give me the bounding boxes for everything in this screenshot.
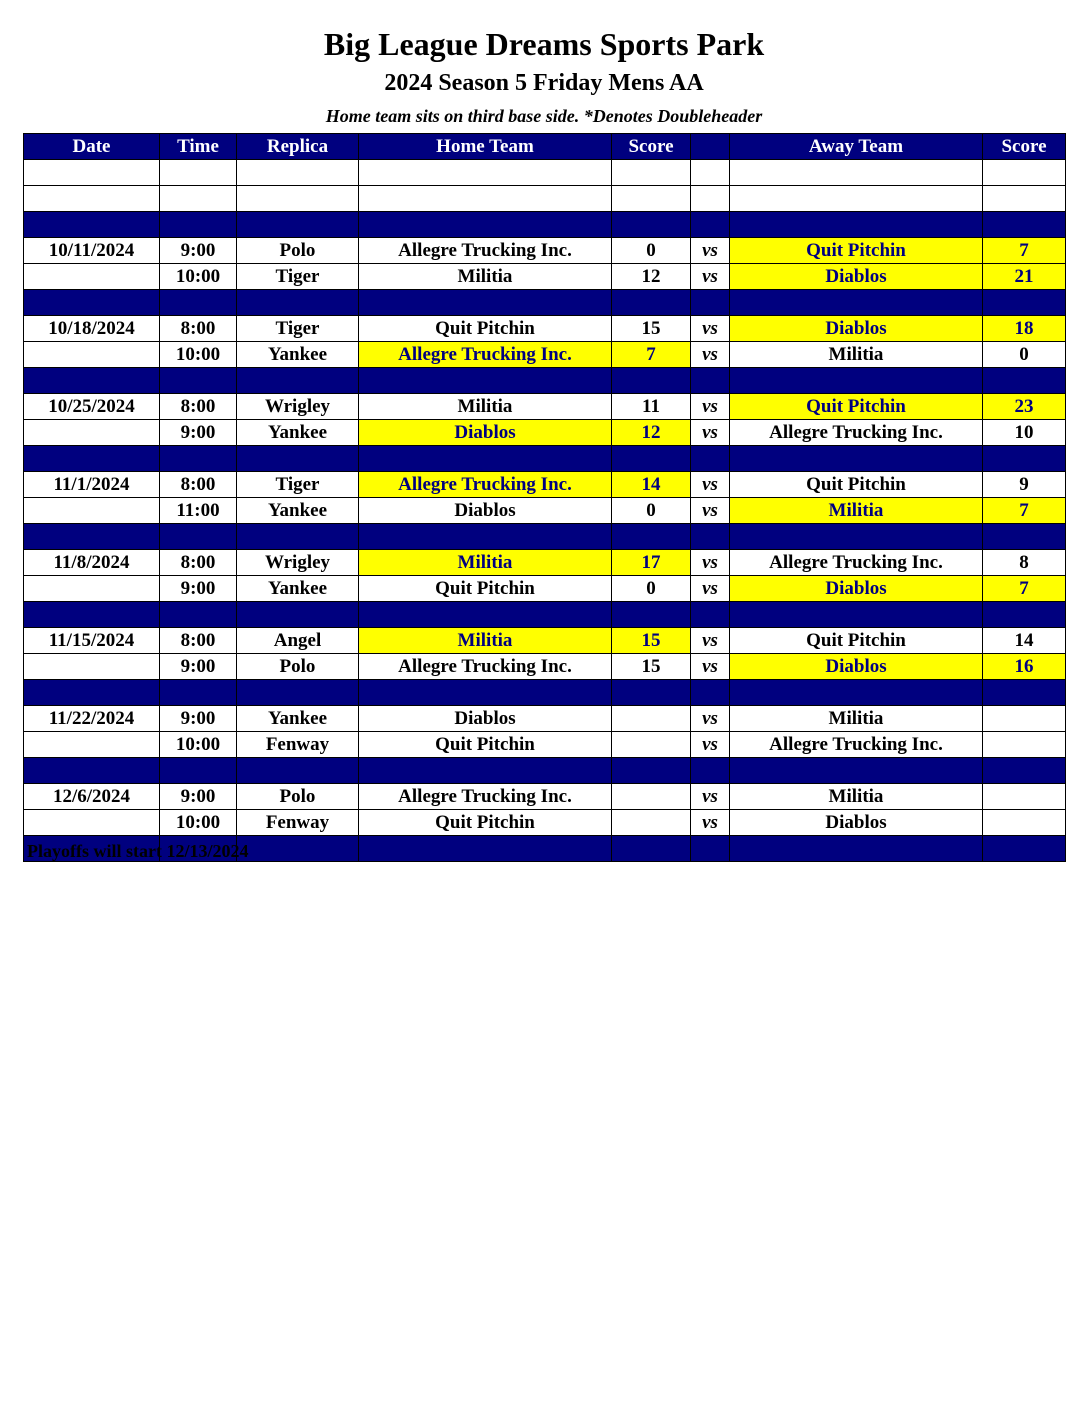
home-score-cell bbox=[612, 602, 691, 628]
time-cell bbox=[160, 186, 237, 212]
away-team-cell bbox=[730, 368, 983, 394]
date-cell: 10/18/2024 bbox=[24, 316, 160, 342]
home-score-cell: 12 bbox=[612, 264, 691, 290]
home-team-cell: Militia bbox=[359, 394, 612, 420]
home-score-cell bbox=[612, 160, 691, 186]
date-cell: 10/25/2024 bbox=[24, 394, 160, 420]
away-team-cell bbox=[730, 602, 983, 628]
home-score-cell: 0 bbox=[612, 498, 691, 524]
away-team-cell: Allegre Trucking Inc. bbox=[730, 420, 983, 446]
vs-cell: vs bbox=[691, 576, 730, 602]
home-score-cell bbox=[612, 706, 691, 732]
game-row bbox=[24, 576, 1066, 602]
game-row bbox=[24, 550, 1066, 576]
date-cell bbox=[24, 160, 160, 186]
vs-cell: vs bbox=[691, 706, 730, 732]
away-score-cell: 7 bbox=[983, 576, 1066, 602]
home-score-cell bbox=[612, 810, 691, 836]
away-score-cell bbox=[983, 810, 1066, 836]
replica-cell bbox=[237, 368, 359, 394]
away-team-cell bbox=[730, 680, 983, 706]
time-cell bbox=[160, 524, 237, 550]
away-score-cell: 18 bbox=[983, 316, 1066, 342]
home-score-cell bbox=[612, 290, 691, 316]
away-team-cell bbox=[730, 160, 983, 186]
replica-cell bbox=[237, 680, 359, 706]
date-cell bbox=[24, 498, 160, 524]
schedule-body bbox=[24, 160, 1066, 862]
away-score-cell bbox=[983, 836, 1066, 862]
away-score-cell bbox=[983, 758, 1066, 784]
away-team-cell bbox=[730, 446, 983, 472]
away-score-cell: 16 bbox=[983, 654, 1066, 680]
home-score-cell bbox=[612, 186, 691, 212]
away-team-cell: Militia bbox=[730, 706, 983, 732]
home-team-cell: Allegre Trucking Inc. bbox=[359, 654, 612, 680]
vs-cell: vs bbox=[691, 264, 730, 290]
separator-row bbox=[24, 290, 1066, 316]
vs-cell bbox=[691, 290, 730, 316]
game-row bbox=[24, 654, 1066, 680]
date-cell bbox=[24, 446, 160, 472]
time-cell: 10:00 bbox=[160, 342, 237, 368]
separator-row bbox=[24, 368, 1066, 394]
date-cell: 10/11/2024 bbox=[24, 238, 160, 264]
away-score-cell bbox=[983, 212, 1066, 238]
away-score-cell: 0 bbox=[983, 342, 1066, 368]
time-cell: 8:00 bbox=[160, 628, 237, 654]
replica-cell: Tiger bbox=[237, 316, 359, 342]
vs-cell: vs bbox=[691, 498, 730, 524]
separator-row bbox=[24, 680, 1066, 706]
time-cell bbox=[160, 680, 237, 706]
replica-cell: Wrigley bbox=[237, 550, 359, 576]
date-cell bbox=[24, 680, 160, 706]
home-team-cell: Diablos bbox=[359, 498, 612, 524]
home-team-cell: Militia bbox=[359, 264, 612, 290]
away-team-cell bbox=[730, 524, 983, 550]
vs-cell: vs bbox=[691, 810, 730, 836]
table-header-row bbox=[24, 134, 1066, 160]
replica-cell: Angel bbox=[237, 628, 359, 654]
date-cell bbox=[24, 654, 160, 680]
home-team-cell: Allegre Trucking Inc. bbox=[359, 342, 612, 368]
col-header-date: Date bbox=[24, 134, 160, 160]
schedule-table bbox=[23, 133, 1066, 862]
time-cell bbox=[160, 368, 237, 394]
away-team-cell: Militia bbox=[730, 498, 983, 524]
date-cell bbox=[24, 186, 160, 212]
date-cell bbox=[24, 602, 160, 628]
replica-cell bbox=[237, 602, 359, 628]
replica-cell: Yankee bbox=[237, 342, 359, 368]
date-cell bbox=[24, 732, 160, 758]
away-team-cell: Quit Pitchin bbox=[730, 472, 983, 498]
vs-cell bbox=[691, 160, 730, 186]
away-team-cell: Allegre Trucking Inc. bbox=[730, 550, 983, 576]
away-score-cell bbox=[983, 368, 1066, 394]
separator-row bbox=[24, 524, 1066, 550]
home-score-cell bbox=[612, 836, 691, 862]
away-score-cell bbox=[983, 290, 1066, 316]
date-cell: 12/6/2024 bbox=[24, 784, 160, 810]
replica-cell bbox=[237, 186, 359, 212]
away-score-cell: 7 bbox=[983, 238, 1066, 264]
time-cell: 9:00 bbox=[160, 706, 237, 732]
vs-cell: vs bbox=[691, 238, 730, 264]
date-cell bbox=[24, 420, 160, 446]
time-cell bbox=[160, 758, 237, 784]
vs-cell: vs bbox=[691, 394, 730, 420]
time-cell bbox=[160, 446, 237, 472]
replica-cell bbox=[237, 758, 359, 784]
home-team-cell bbox=[359, 758, 612, 784]
home-score-cell bbox=[612, 446, 691, 472]
vs-cell: vs bbox=[691, 342, 730, 368]
game-row bbox=[24, 732, 1066, 758]
blank-row bbox=[24, 160, 1066, 186]
home-score-cell bbox=[612, 784, 691, 810]
col-header-time: Time bbox=[160, 134, 237, 160]
replica-cell: Fenway bbox=[237, 810, 359, 836]
vs-cell: vs bbox=[691, 654, 730, 680]
home-score-cell bbox=[612, 212, 691, 238]
time-cell: 9:00 bbox=[160, 420, 237, 446]
home-team-cell: Diablos bbox=[359, 420, 612, 446]
vs-cell bbox=[691, 680, 730, 706]
date-cell bbox=[24, 264, 160, 290]
home-team-cell: Quit Pitchin bbox=[359, 576, 612, 602]
time-cell: 11:00 bbox=[160, 498, 237, 524]
replica-cell bbox=[237, 290, 359, 316]
away-team-cell: Allegre Trucking Inc. bbox=[730, 732, 983, 758]
time-cell: 8:00 bbox=[160, 316, 237, 342]
date-cell bbox=[24, 758, 160, 784]
replica-cell bbox=[237, 446, 359, 472]
blank-row bbox=[24, 186, 1066, 212]
date-cell: 11/8/2024 bbox=[24, 550, 160, 576]
vs-cell: vs bbox=[691, 784, 730, 810]
home-score-cell bbox=[612, 758, 691, 784]
game-row bbox=[24, 706, 1066, 732]
away-score-cell bbox=[983, 706, 1066, 732]
replica-cell bbox=[237, 160, 359, 186]
time-cell: 9:00 bbox=[160, 576, 237, 602]
away-score-cell bbox=[983, 732, 1066, 758]
vs-cell bbox=[691, 836, 730, 862]
date-cell bbox=[24, 576, 160, 602]
home-score-cell: 15 bbox=[612, 316, 691, 342]
home-score-cell: 15 bbox=[612, 654, 691, 680]
replica-cell bbox=[237, 524, 359, 550]
away-team-cell bbox=[730, 836, 983, 862]
away-score-cell: 7 bbox=[983, 498, 1066, 524]
away-score-cell: 8 bbox=[983, 550, 1066, 576]
replica-cell bbox=[237, 836, 359, 862]
home-team-cell: Quit Pitchin bbox=[359, 732, 612, 758]
vs-cell: vs bbox=[691, 628, 730, 654]
game-row bbox=[24, 810, 1066, 836]
home-score-cell: 0 bbox=[612, 238, 691, 264]
time-cell: 9:00 bbox=[160, 238, 237, 264]
away-score-cell: 23 bbox=[983, 394, 1066, 420]
home-team-cell: Allegre Trucking Inc. bbox=[359, 784, 612, 810]
date-cell bbox=[24, 810, 160, 836]
time-cell: 10:00 bbox=[160, 732, 237, 758]
vs-cell bbox=[691, 446, 730, 472]
home-score-cell bbox=[612, 680, 691, 706]
page-title: Big League Dreams Sports Park bbox=[323, 26, 765, 62]
vs-cell: vs bbox=[691, 472, 730, 498]
vs-cell bbox=[691, 212, 730, 238]
col-header-home-score: Score bbox=[612, 134, 691, 160]
date-cell bbox=[24, 368, 160, 394]
away-score-cell bbox=[983, 784, 1066, 810]
home-team-cell bbox=[359, 446, 612, 472]
replica-cell: Wrigley bbox=[237, 394, 359, 420]
home-team-cell bbox=[359, 680, 612, 706]
away-team-cell: Militia bbox=[730, 784, 983, 810]
home-score-cell bbox=[612, 368, 691, 394]
game-row bbox=[24, 472, 1066, 498]
home-team-cell bbox=[359, 368, 612, 394]
away-score-cell: 9 bbox=[983, 472, 1066, 498]
time-cell: 9:00 bbox=[160, 654, 237, 680]
home-team-cell: Militia bbox=[359, 628, 612, 654]
away-team-cell: Diablos bbox=[730, 264, 983, 290]
schedule-note: Home team sits on third base side. *Denotes Doubleheader bbox=[325, 106, 763, 126]
replica-cell: Yankee bbox=[237, 498, 359, 524]
game-row bbox=[24, 784, 1066, 810]
separator-row bbox=[24, 602, 1066, 628]
playoffs-note: Playoffs will start 12/13/2024 bbox=[27, 841, 249, 861]
home-team-cell: Militia bbox=[359, 550, 612, 576]
away-score-cell bbox=[983, 446, 1066, 472]
home-team-cell bbox=[359, 602, 612, 628]
col-header-away-score: Score bbox=[983, 134, 1066, 160]
home-score-cell: 15 bbox=[612, 628, 691, 654]
time-cell bbox=[160, 160, 237, 186]
home-score-cell: 7 bbox=[612, 342, 691, 368]
home-team-cell bbox=[359, 524, 612, 550]
home-score-cell bbox=[612, 524, 691, 550]
game-row bbox=[24, 394, 1066, 420]
vs-cell: vs bbox=[691, 316, 730, 342]
away-team-cell: Quit Pitchin bbox=[730, 394, 983, 420]
game-row bbox=[24, 316, 1066, 342]
home-team-cell: Quit Pitchin bbox=[359, 810, 612, 836]
col-header-home-team: Home Team bbox=[359, 134, 612, 160]
vs-cell bbox=[691, 758, 730, 784]
separator-row bbox=[24, 212, 1066, 238]
date-cell bbox=[24, 524, 160, 550]
away-score-cell bbox=[983, 160, 1066, 186]
home-team-cell bbox=[359, 836, 612, 862]
home-score-cell: 12 bbox=[612, 420, 691, 446]
date-cell: 11/22/2024 bbox=[24, 706, 160, 732]
time-cell: 8:00 bbox=[160, 472, 237, 498]
home-score-cell: 11 bbox=[612, 394, 691, 420]
col-header-vs bbox=[691, 134, 730, 160]
vs-cell bbox=[691, 602, 730, 628]
vs-cell: vs bbox=[691, 420, 730, 446]
away-team-cell bbox=[730, 290, 983, 316]
away-score-cell: 21 bbox=[983, 264, 1066, 290]
replica-cell: Polo bbox=[237, 784, 359, 810]
time-cell bbox=[160, 212, 237, 238]
away-score-cell: 10 bbox=[983, 420, 1066, 446]
away-team-cell: Quit Pitchin bbox=[730, 628, 983, 654]
home-team-cell: Allegre Trucking Inc. bbox=[359, 472, 612, 498]
away-team-cell: Quit Pitchin bbox=[730, 238, 983, 264]
game-row bbox=[24, 498, 1066, 524]
home-team-cell bbox=[359, 212, 612, 238]
replica-cell: Polo bbox=[237, 654, 359, 680]
game-row bbox=[24, 238, 1066, 264]
away-team-cell: Diablos bbox=[730, 654, 983, 680]
date-cell bbox=[24, 212, 160, 238]
date-cell bbox=[24, 342, 160, 368]
away-team-cell bbox=[730, 758, 983, 784]
game-row bbox=[24, 264, 1066, 290]
home-score-cell bbox=[612, 732, 691, 758]
col-header-away-team: Away Team bbox=[730, 134, 983, 160]
away-score-cell bbox=[983, 186, 1066, 212]
time-cell bbox=[160, 290, 237, 316]
date-cell: 11/15/2024 bbox=[24, 628, 160, 654]
home-team-cell: Diablos bbox=[359, 706, 612, 732]
date-cell bbox=[24, 290, 160, 316]
vs-cell: vs bbox=[691, 550, 730, 576]
home-score-cell: 14 bbox=[612, 472, 691, 498]
home-team-cell bbox=[359, 160, 612, 186]
home-team-cell: Allegre Trucking Inc. bbox=[359, 238, 612, 264]
replica-cell: Fenway bbox=[237, 732, 359, 758]
away-score-cell bbox=[983, 680, 1066, 706]
date-cell: 11/1/2024 bbox=[24, 472, 160, 498]
vs-cell bbox=[691, 524, 730, 550]
time-cell: 10:00 bbox=[160, 264, 237, 290]
replica-cell: Tiger bbox=[237, 472, 359, 498]
time-cell: 10:00 bbox=[160, 810, 237, 836]
replica-cell: Yankee bbox=[237, 420, 359, 446]
vs-cell bbox=[691, 186, 730, 212]
time-cell: 8:00 bbox=[160, 394, 237, 420]
col-header-replica: Replica bbox=[237, 134, 359, 160]
replica-cell: Yankee bbox=[237, 706, 359, 732]
game-row bbox=[24, 420, 1066, 446]
separator-row bbox=[24, 758, 1066, 784]
page-subtitle: 2024 Season 5 Friday Mens AA bbox=[384, 70, 704, 96]
home-team-cell bbox=[359, 186, 612, 212]
away-team-cell: Diablos bbox=[730, 810, 983, 836]
time-cell bbox=[160, 602, 237, 628]
game-row bbox=[24, 628, 1066, 654]
vs-cell bbox=[691, 368, 730, 394]
away-score-cell bbox=[983, 602, 1066, 628]
away-score-cell: 14 bbox=[983, 628, 1066, 654]
replica-cell: Tiger bbox=[237, 264, 359, 290]
home-team-cell bbox=[359, 290, 612, 316]
away-team-cell: Militia bbox=[730, 342, 983, 368]
time-cell: 9:00 bbox=[160, 784, 237, 810]
away-score-cell bbox=[983, 524, 1066, 550]
home-score-cell: 17 bbox=[612, 550, 691, 576]
away-team-cell bbox=[730, 212, 983, 238]
replica-cell: Yankee bbox=[237, 576, 359, 602]
away-team-cell bbox=[730, 186, 983, 212]
home-score-cell: 0 bbox=[612, 576, 691, 602]
replica-cell bbox=[237, 212, 359, 238]
separator-row bbox=[24, 446, 1066, 472]
away-team-cell: Diablos bbox=[730, 576, 983, 602]
home-team-cell: Quit Pitchin bbox=[359, 316, 612, 342]
game-row bbox=[24, 342, 1066, 368]
away-team-cell: Diablos bbox=[730, 316, 983, 342]
replica-cell: Polo bbox=[237, 238, 359, 264]
time-cell: 8:00 bbox=[160, 550, 237, 576]
vs-cell: vs bbox=[691, 732, 730, 758]
